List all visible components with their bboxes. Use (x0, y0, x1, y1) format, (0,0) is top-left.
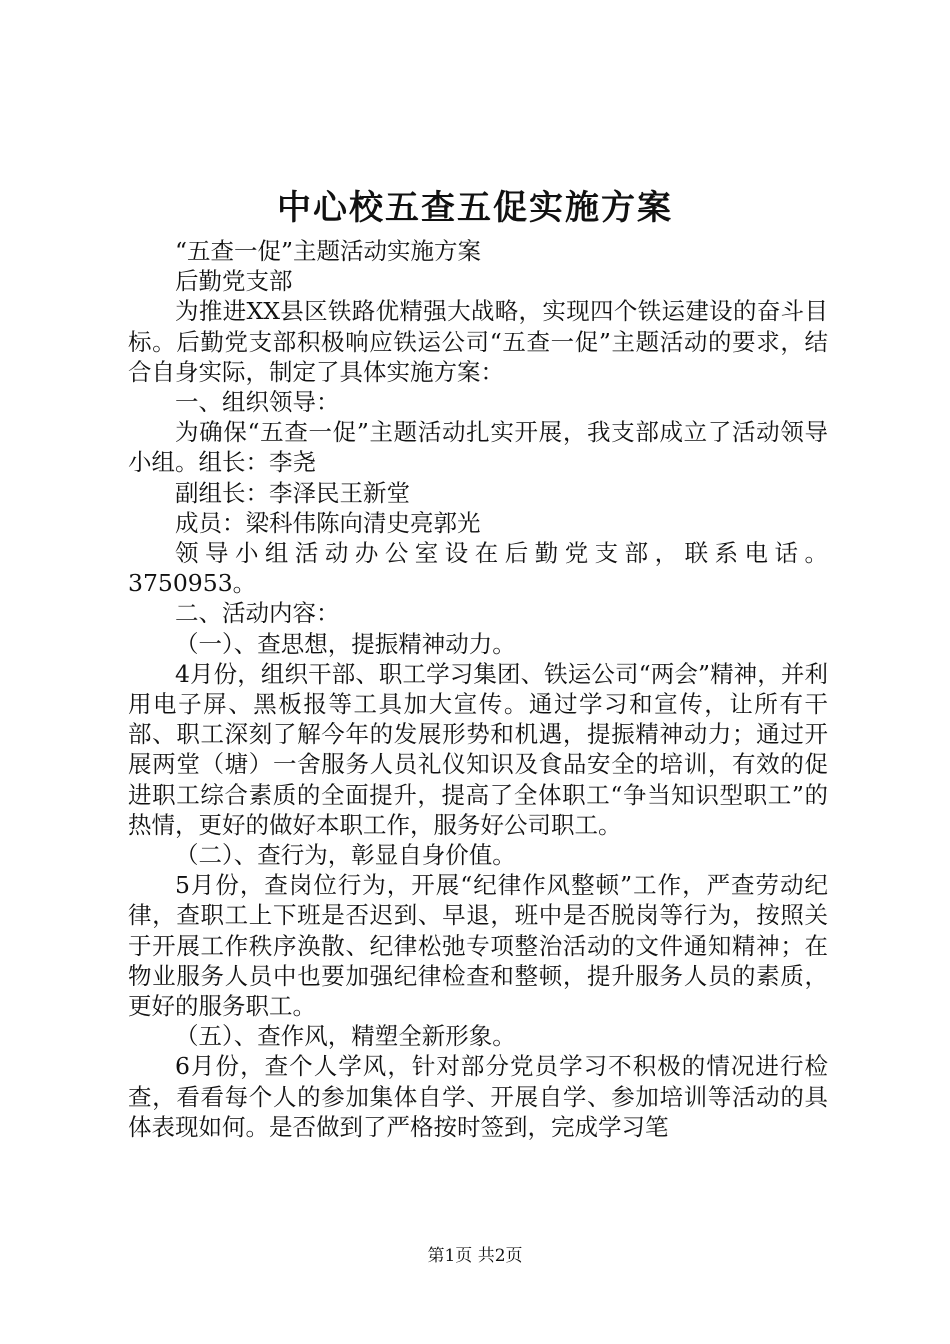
paragraph-leadership: 为确保“五查一促”主题活动扎实开展，我支部成立了活动领导小组。组长：李尧 (128, 418, 828, 477)
section-heading-1: 一、组织领导： (175, 388, 340, 417)
members: 成员：梁科伟陈向清史亮郭光 (175, 508, 481, 537)
paragraph-june: 6月份，查个人学风，针对部分党员学习不积极的情况进行检查，看看每个人的参加集体自学、开展自学、参加培训等活动的具体表现如何。是否做到了严格按时签到，完成学习笔 (128, 1052, 828, 1141)
paragraph-intro: 为推进XX县区铁路优精强大战略，实现四个铁运建设的奋斗目标。后勤党支部积极响应铁运公司“五查一促”主题活动的要求，结合自身实际，制定了具体实施方案： (128, 297, 828, 386)
office-contact: 领导小组活动办公室设在后勤党支部，联系电话。 (175, 539, 828, 568)
subtitle: “五查一促”主题活动实施方案 (175, 237, 482, 265)
section-heading-2: 二、活动内容： (175, 599, 340, 628)
document-body (128, 236, 828, 1142)
paragraph-may: 5月份，查岗位行为，开展“纪律作风整顿”工作，严查劳动纪律，查职工上下班是否迟到、早退，班中是否脱岗等行为，按照关于开展工作秩序涣散、纪律松弛专项整治活动的文件通知精神；在物业服务人员中也要加强纪律检查和整顿，提升服务人员的素质，更好的服务职工。 (128, 871, 828, 1021)
deputy-leaders: 副组长：李泽民王新堂 (175, 478, 410, 507)
phone-number: 3750953。 (128, 569, 257, 598)
page-footer: 第1页 共2页 (427, 1246, 523, 1266)
subheading-5: （五）、查作风，精塑全新形象。 (175, 1022, 516, 1051)
document-title: 中心校五查五促实施方案 (277, 188, 673, 228)
paragraph-april: 4月份，组织干部、职工学习集团、铁运公司“两会”精神，并利用电子屏、黑板报等工具加大宣传。通过学习和宣传，让所有干部、职工深刻了解今年的发展形势和机遇，提振精神动力；通过开展两堂（塘）一舍服务人员礼仪知识及食品安全的培训，有效的促进职工综合素质的全面提升，提高了全体职工“争当知识型职工”的热情，更好的做好本职工作，服务好公司职工。 (128, 659, 828, 839)
issuer: 后勤党支部 (175, 267, 293, 296)
subheading-2: （二）、查行为，彰显自身价值。 (175, 841, 516, 870)
subheading-1: （一）、查思想，提振精神动力。 (175, 629, 516, 658)
